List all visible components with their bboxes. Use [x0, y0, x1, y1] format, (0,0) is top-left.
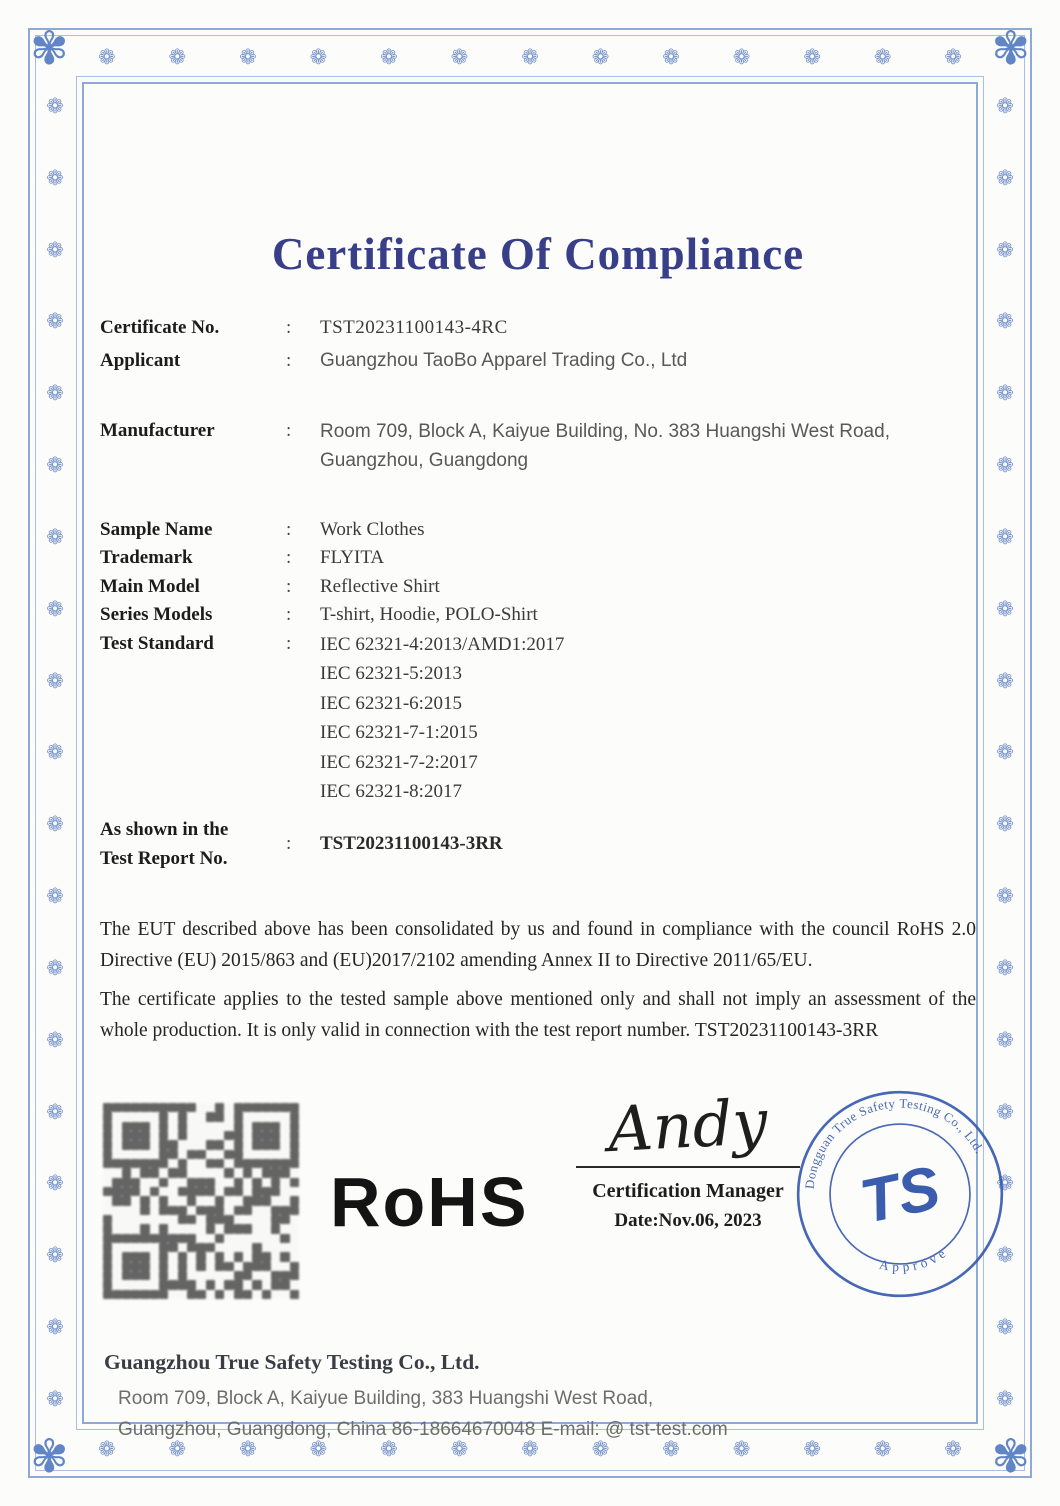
test-standard-line: IEC 62321-5:2013	[320, 663, 462, 685]
border-ornament: ❁	[996, 1386, 1014, 1411]
border-ornament: ❁	[46, 596, 64, 621]
border-ornament: ❁	[521, 44, 539, 69]
field-value: Reflective Shirt	[320, 575, 440, 597]
border-corner-ornament: ✾	[30, 23, 69, 74]
compliance-paragraph-1: The EUT described above has been consolidated by us and found in compliance with the council RoHS 2.0 Directive (EU) 2015/863 and (EU)2017/2102 amending Annex II to Directive 2011/65/EU.	[100, 919, 976, 972]
stamp-seal-graphic	[772, 1066, 1028, 1322]
border-ornament: ❁	[168, 44, 187, 69]
field-label: Trademark	[100, 547, 193, 569]
border-ornament: ❁	[996, 165, 1014, 190]
compliance-statement	[100, 915, 976, 1046]
field-manufacturer	[100, 417, 976, 476]
svg-text:Approve	[875, 1242, 953, 1280]
field-colon: :	[286, 604, 292, 626]
signature-title: Certification Manager	[592, 1180, 784, 1203]
border-ornament: ❁	[46, 1386, 64, 1411]
test-standard-line: IEC 62321-7-1:2015	[320, 722, 478, 744]
stamp-ts-logo: TS	[854, 1153, 946, 1238]
border-ornament: ❁	[996, 1027, 1014, 1052]
border-ornament: ❁	[803, 1436, 821, 1461]
border-ornament: ❁	[46, 237, 64, 262]
border-ornament: ❁	[873, 44, 892, 69]
border-ornament: ❁	[46, 1243, 64, 1268]
field-test-report-no	[100, 815, 976, 874]
border-ornament: ❁	[591, 44, 610, 69]
border-ornament: ❁	[46, 453, 64, 478]
border-ornament: ❁	[46, 94, 64, 118]
border-ornament: ❁	[46, 165, 64, 190]
border-ornament: ❁	[996, 381, 1014, 406]
issuer-footer	[104, 1350, 728, 1450]
field-colon: :	[286, 349, 292, 371]
signature-handwriting: Andy	[606, 1084, 770, 1167]
border-ornament: ❁	[309, 1436, 328, 1461]
certificate-title: Certificate Of Compliance	[271, 229, 805, 279]
field-colon: :	[286, 420, 292, 441]
field-value: FLYITA	[320, 547, 385, 569]
border-ornament: ❁	[662, 1436, 680, 1461]
border-ornament: ❁	[46, 381, 64, 406]
border-ornament: ❁	[239, 44, 257, 69]
issuer-address-line1: Room 709, Block A, Kaiyue Building, 383 Huangshi West Road,	[118, 1388, 654, 1409]
border-ornament: ❁	[996, 596, 1014, 621]
border-ornament: ❁	[239, 1436, 257, 1461]
border-ornament: ❁	[944, 1436, 962, 1461]
rohs-label: RoHS	[330, 1163, 529, 1241]
signature-line	[576, 1166, 800, 1168]
border-ornament: ❁	[944, 44, 962, 69]
field-trademark	[100, 544, 976, 573]
field-value	[320, 630, 976, 807]
field-series-models	[100, 601, 976, 630]
border-ornament: ❁	[732, 44, 751, 69]
border-corner-ornament: ✾	[991, 23, 1030, 74]
border-ornament: ❁	[380, 44, 398, 69]
field-value: Guangzhou TaoBo Apparel Trading Co., Ltd	[320, 349, 688, 371]
border-ornament: ❁	[996, 453, 1014, 478]
border-ornament: ❁	[46, 524, 64, 549]
compliance-paragraph-2: The certificate applies to the tested sample above mentioned only and shall not imply an assessment of the whole production. It is only valid in connection with the test report number. TST20231100143-3RR	[100, 988, 976, 1041]
test-standard-line: IEC 62321-8:2017	[320, 781, 462, 803]
field-colon: :	[286, 832, 292, 854]
border-ornament-strip-left	[40, 96, 70, 1410]
border-ornament: ❁	[591, 1436, 610, 1461]
field-label: Manufacturer	[100, 420, 215, 441]
company-stamp	[772, 1066, 1028, 1322]
border-ornament: ❁	[996, 1099, 1014, 1124]
border-ornament: ❁	[98, 44, 116, 69]
border-ornament: ❁	[521, 1436, 539, 1461]
field-colon: :	[286, 547, 292, 569]
field-colon: :	[286, 317, 292, 338]
field-label: Main Model	[100, 575, 200, 597]
border-ornament: ❁	[996, 309, 1014, 334]
border-ornament: ❁	[46, 668, 64, 693]
border-ornament: ❁	[450, 44, 469, 69]
border-ornament: ❁	[996, 1171, 1014, 1196]
field-value	[320, 417, 976, 476]
field-label: Applicant	[100, 349, 181, 371]
border-ornament: ❁	[46, 740, 64, 765]
border-ornament: ❁	[46, 1315, 64, 1340]
field-applicant	[100, 347, 976, 376]
border-ornament: ❁	[996, 94, 1014, 118]
border-ornament: ❁	[996, 884, 1014, 909]
border-ornament: ❁	[996, 740, 1014, 765]
border-ornament: ❁	[450, 1436, 469, 1461]
test-standard-line: IEC 62321-6:2015	[320, 692, 462, 714]
border-ornament: ❁	[996, 668, 1014, 693]
field-colon: :	[286, 518, 292, 540]
certificate-content	[100, 228, 976, 1055]
field-label	[100, 815, 286, 874]
field-label: Test Standard	[100, 632, 214, 654]
test-report-label-line2: Test Report No.	[100, 847, 228, 869]
field-label: Series Models	[100, 604, 213, 626]
issuer-company-name: Guangzhou True Safety Testing Co., Ltd.	[104, 1350, 480, 1374]
qr-code	[103, 1103, 299, 1299]
test-report-label-line1: As shown in the	[100, 818, 229, 840]
border-ornament: ❁	[662, 44, 680, 69]
field-value: TST20231100143-4RC	[320, 317, 508, 338]
field-label: Certificate No.	[100, 317, 220, 338]
manufacturer-address-line2: Guangzhou, Guangdong	[320, 450, 529, 472]
field-label: Sample Name	[100, 518, 213, 540]
border-ornament: ❁	[996, 812, 1014, 837]
border-ornament-strip-top	[98, 42, 962, 72]
border-ornament: ❁	[46, 812, 64, 837]
signature-date: Date:Nov.06, 2023	[614, 1210, 762, 1232]
border-ornament: ❁	[168, 1436, 187, 1461]
border-ornament: ❁	[46, 955, 64, 980]
border-ornament: ❁	[732, 1436, 751, 1461]
field-test-standard	[100, 630, 976, 807]
border-ornament: ❁	[309, 44, 328, 69]
border-corner-ornament: ✾	[30, 1431, 69, 1482]
border-ornament: ❁	[46, 1027, 64, 1052]
issuer-address-line2: Guangzhou, Guangdong, China 86-18664670048 E-mail: @ tst-test.com	[118, 1419, 728, 1440]
border-ornament: ❁	[46, 884, 64, 909]
field-colon: :	[286, 632, 292, 654]
field-colon: :	[286, 575, 292, 597]
manufacturer-address-line1: Room 709, Block A, Kaiyue Building, No. 383 Huangshi West Road,	[320, 421, 890, 442]
border-ornament: ❁	[803, 44, 821, 69]
border-ornament: ❁	[996, 955, 1014, 980]
field-main-model	[100, 573, 976, 602]
test-standard-line: IEC 62321-7-2:2017	[320, 751, 478, 773]
field-value: T-shirt, Hoodie, POLO-Shirt	[320, 604, 538, 626]
border-corner-ornament: ✾	[991, 1431, 1030, 1482]
border-ornament: ❁	[996, 237, 1014, 262]
border-ornament: ❁	[98, 1436, 116, 1461]
border-ornament: ❁	[380, 1436, 398, 1461]
border-ornament: ❁	[46, 1099, 64, 1124]
stamp-ring-text: Dongguan True Safety Testing Co., Ltd.	[802, 1096, 987, 1190]
field-value: Work Clothes	[320, 518, 425, 540]
border-ornament: ❁	[46, 309, 64, 334]
border-ornament: ❁	[46, 1171, 64, 1196]
field-value: TST20231100143-3RR	[320, 832, 503, 854]
border-ornament: ❁	[996, 1315, 1014, 1340]
field-sample-name	[100, 516, 976, 545]
test-standard-line: IEC 62321-4:2013/AMD1:2017	[320, 633, 565, 655]
border-ornament: ❁	[996, 524, 1014, 549]
border-ornament: ❁	[873, 1436, 892, 1461]
border-ornament: ❁	[996, 1243, 1014, 1268]
stamp-approve-text: Approve	[878, 1243, 952, 1275]
field-certificate-no	[100, 314, 976, 343]
